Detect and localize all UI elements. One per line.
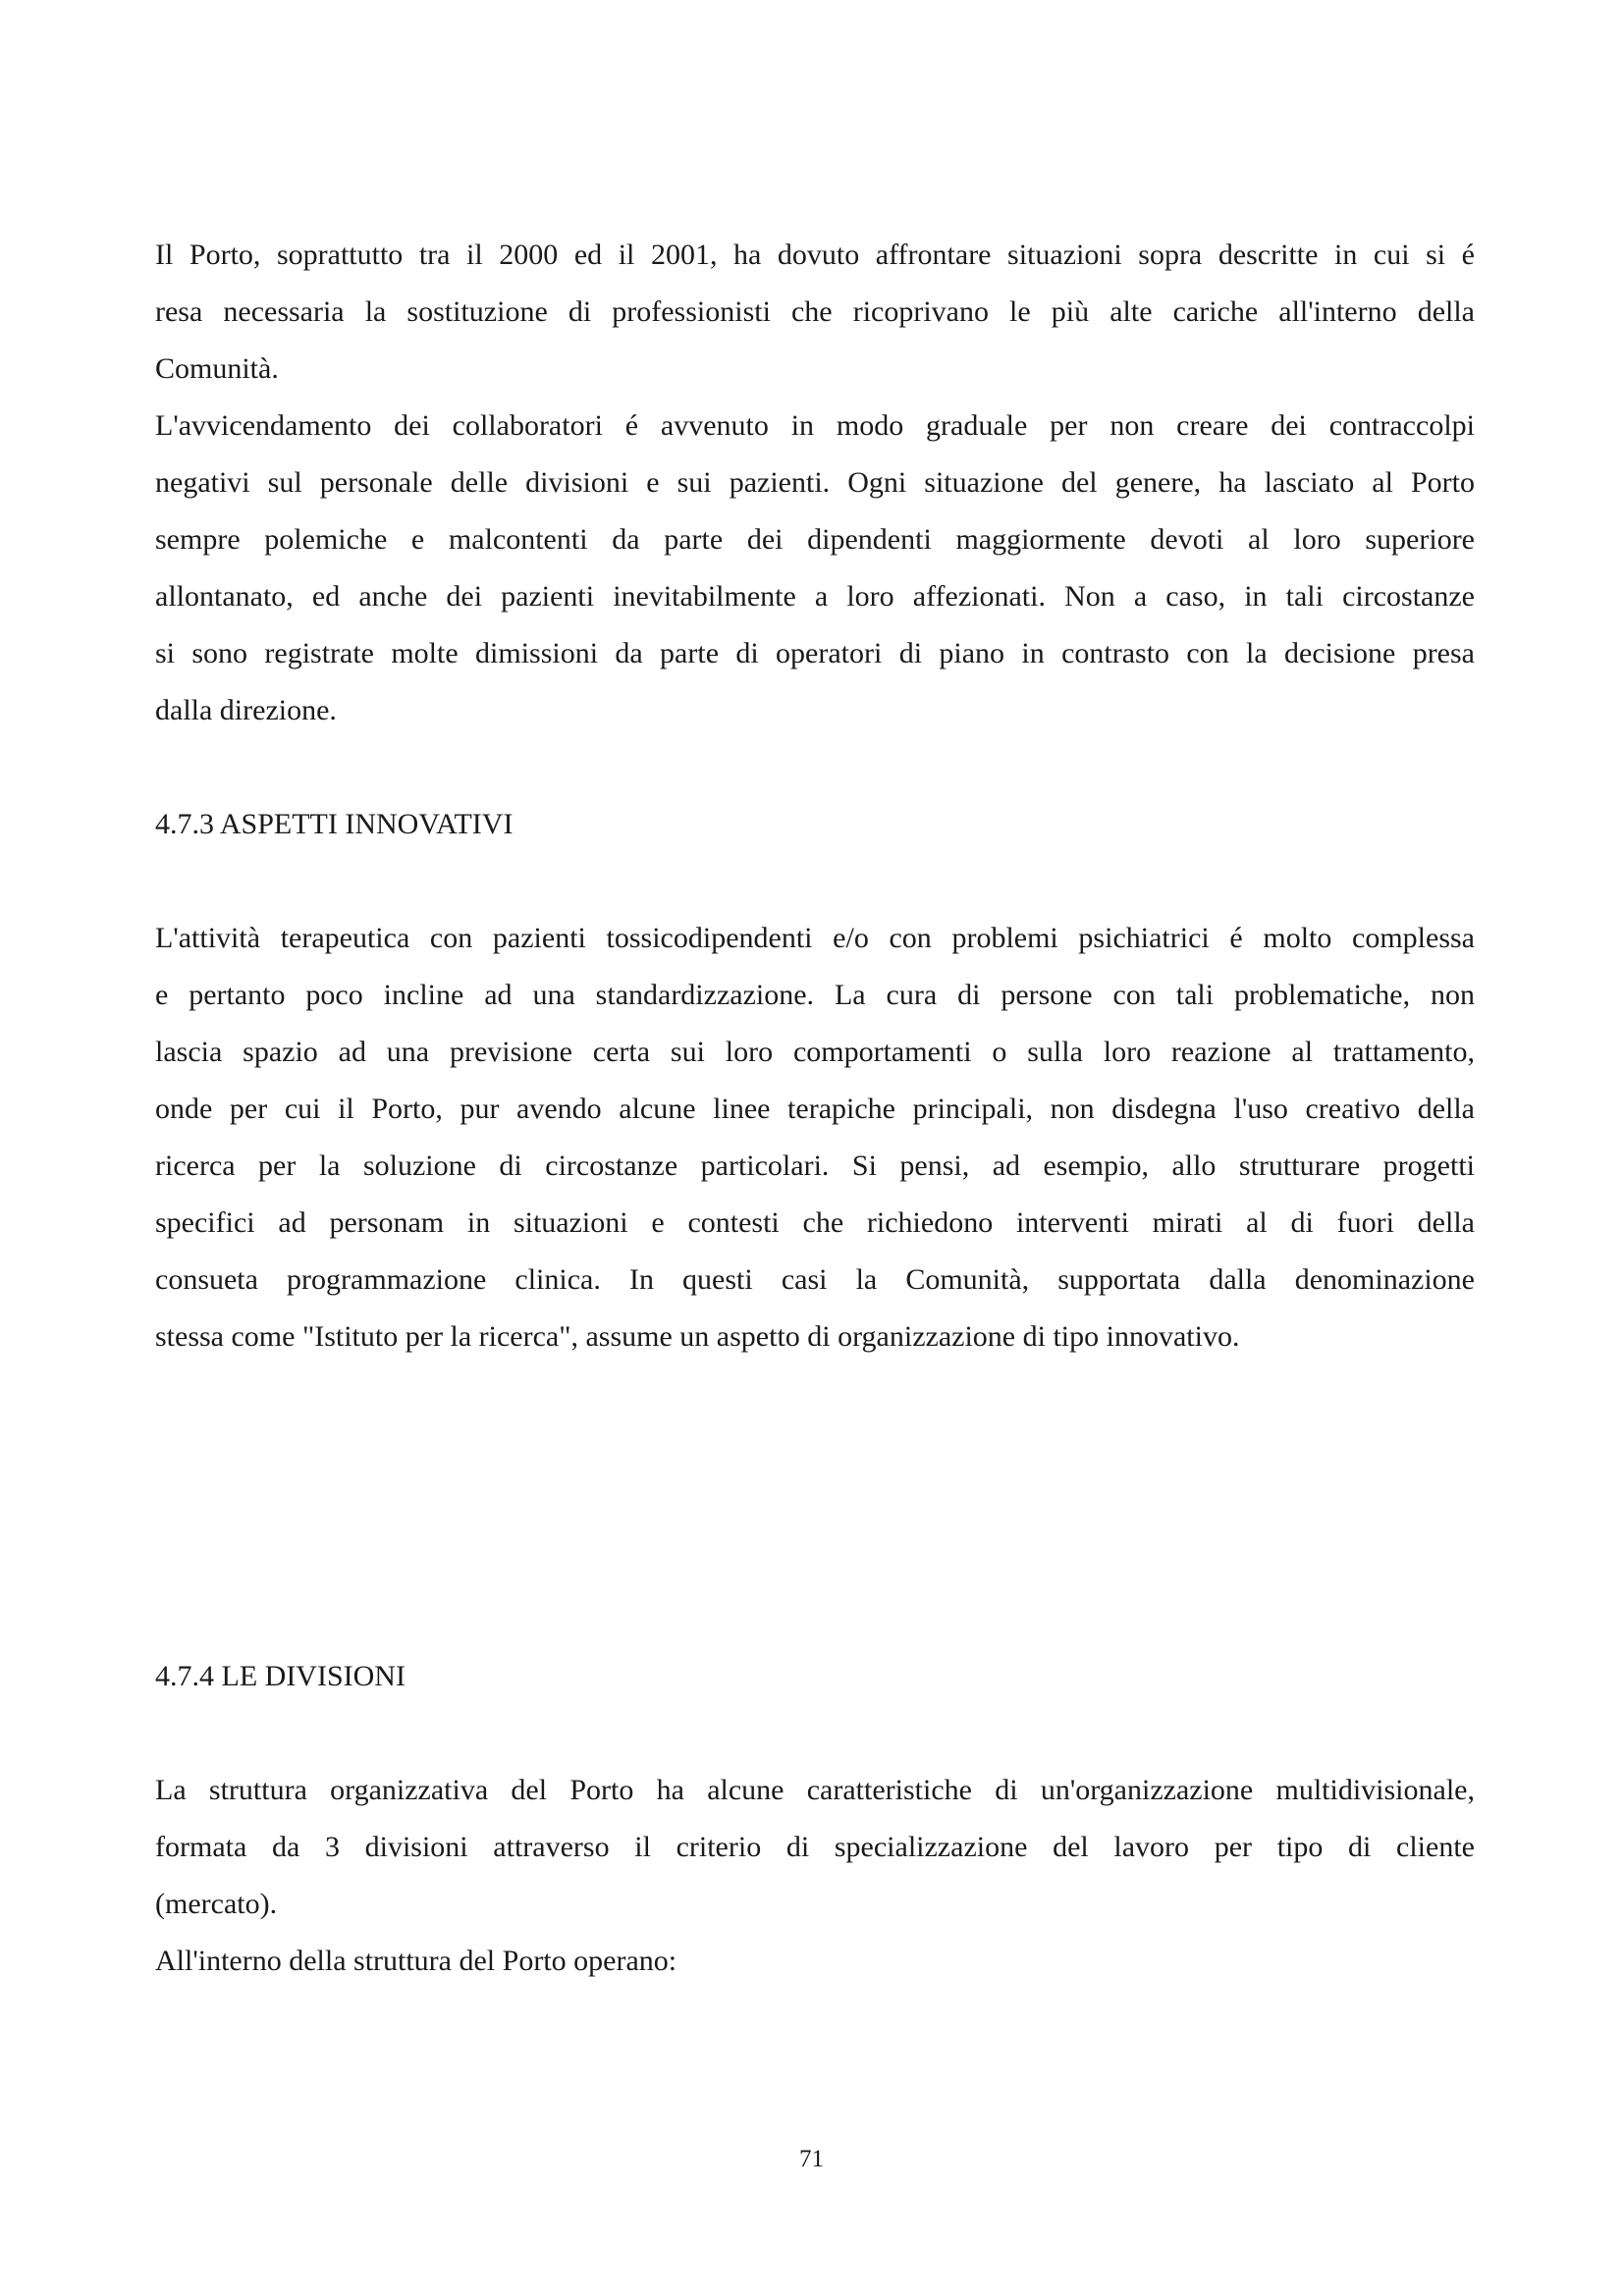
text-line: negativi sul personale delle divisioni e sui pazienti. Ogni situazione del genere, ha lasciato al Porto: [155, 466, 1475, 499]
page-number: 71: [799, 2146, 824, 2172]
text-line: All'interno della struttura del Porto operano:: [155, 1945, 677, 1977]
text-line: dalla direzione.: [155, 694, 337, 726]
text-line: Il Porto, soprattutto tra il 2000 ed il 2001, ha dovuto affrontare situazioni sopra descritte in cui si é: [155, 239, 1475, 271]
text-line: L'avvicendamento dei collaboratori é avvenuto in modo graduale per non creare dei contraccolpi: [155, 409, 1475, 442]
text-line: Comunità.: [155, 352, 279, 385]
text-line: formata da 3 divisioni attraverso il criterio di specializzazione del lavoro per tipo di cliente: [155, 1831, 1475, 1863]
text-line: onde per cui il Porto, pur avendo alcune linee terapiche principali, non disdegna l'uso creativo della: [155, 1093, 1475, 1125]
text-line: lascia spazio ad una previsione certa sui loro comportamenti o sulla loro reazione al trattamento,: [155, 1036, 1475, 1068]
text-line: ricerca per la soluzione di circostanze particolari. Si pensi, ad esempio, allo strutturare progetti: [155, 1149, 1475, 1182]
text-line: (mercato).: [155, 1888, 278, 1920]
text-line: stessa come "Istituto per la ricerca", assume un aspetto di organizzazione di tipo innovativo.: [155, 1320, 1240, 1353]
section-heading-474: 4.7.4 LE DIVISIONI: [155, 1660, 406, 1692]
text-line: allontanato, ed anche dei pazienti inevitabilmente a loro affezionati. Non a caso, in tali circostanze: [155, 580, 1475, 613]
text-line: La struttura organizzativa del Porto ha alcune caratteristiche di un'organizzazione multidivisionale,: [155, 1774, 1475, 1806]
text-line: sempre polemiche e malcontenti da parte dei dipendenti maggiormente devoti al loro superiore: [155, 523, 1475, 556]
text-line: specifici ad personam in situazioni e contesti che richiedono interventi mirati al di fuori della: [155, 1206, 1475, 1239]
text-line: resa necessaria la sostituzione di professionisti che ricoprivano le più alte cariche all'interno della: [155, 295, 1475, 328]
text-line: si sono registrate molte dimissioni da parte di operatori di piano in contrasto con la decisione presa: [155, 637, 1475, 669]
text-line: L'attività terapeutica con pazienti tossicodipendenti e/o con problemi psichiatrici é molto complessa: [155, 922, 1475, 954]
text-line: consueta programmazione clinica. In questi casi la Comunità, supportata dalla denominazione: [155, 1263, 1475, 1296]
section-heading-473: 4.7.3 ASPETTI INNOVATIVI: [155, 808, 514, 840]
text-line: e pertanto poco incline ad una standardizzazione. La cura di persone con tali problematiche, non: [155, 979, 1475, 1011]
